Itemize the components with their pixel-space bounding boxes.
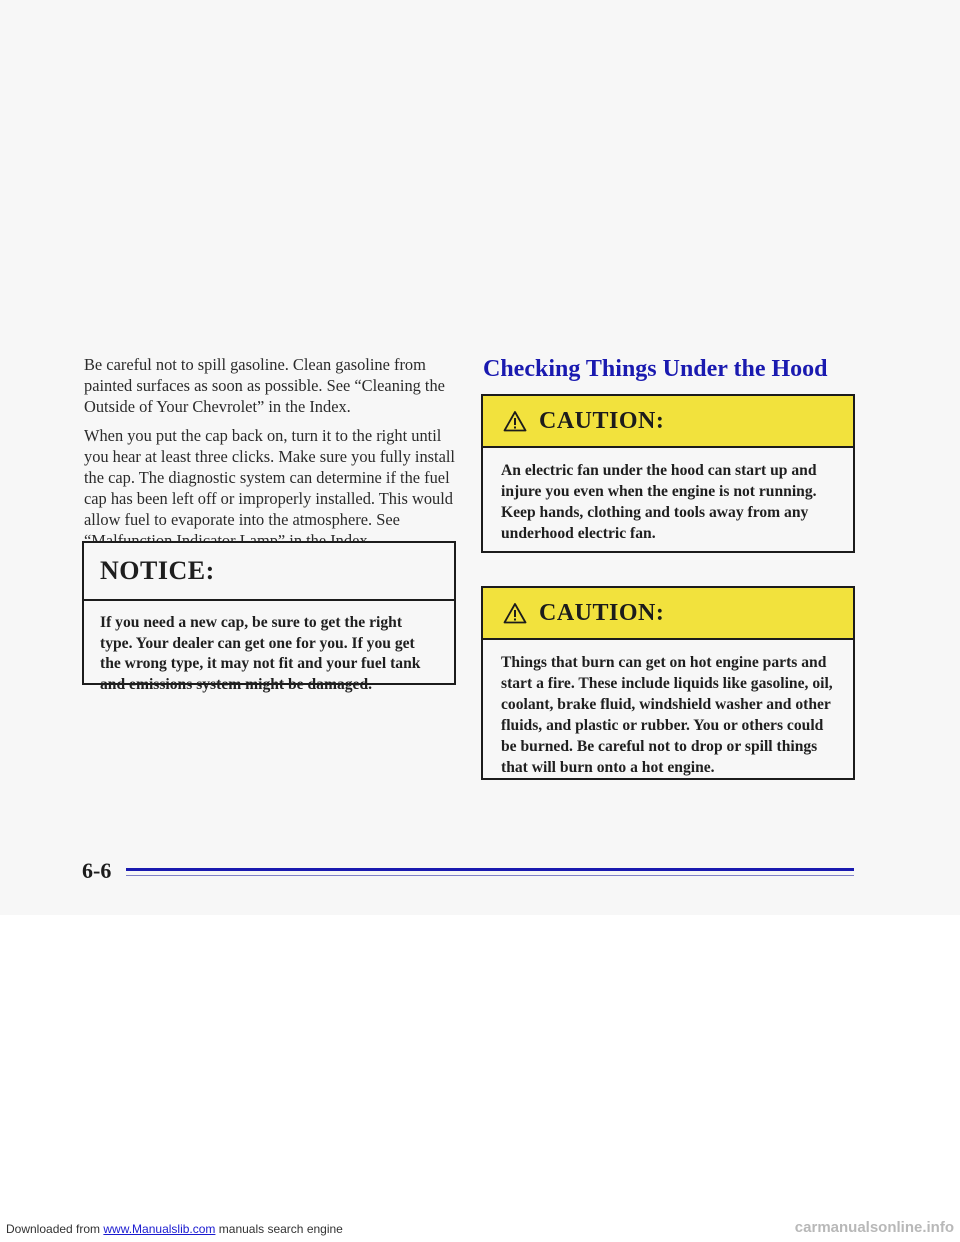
- credit-suffix: manuals search engine: [215, 1222, 343, 1236]
- caution-box-fan: [481, 394, 855, 553]
- caution-header: [483, 588, 853, 640]
- caution-label: CAUTION:: [539, 407, 665, 434]
- warning-triangle-icon: [503, 602, 527, 624]
- notice-body: If you need a new cap, be sure to get the right type. Your dealer can get one for you. If you get the wrong type, it may not fit and your fuel tank and emissions system might be damaged.: [100, 614, 421, 693]
- paragraph-cap: When you put the cap back on, turn it to the right until you hear at least three clicks. Make sure you fully install the cap. The diagnostic system can determine if the fuel cap has been left off or improperly installed. This would allow fuel to evaporate into the atmosphere. See: [84, 426, 455, 529]
- notice-box: [82, 541, 456, 693]
- left-column: [84, 354, 456, 559]
- watermark: carmanualsonline.info: [794, 1219, 954, 1236]
- section-title: Checking Things Under the Hood: [483, 356, 828, 382]
- caution-header: [483, 396, 853, 448]
- footer-rule-thin: [126, 875, 854, 876]
- caution-box-fire: [481, 586, 855, 780]
- page-number: 6-6: [82, 858, 112, 883]
- manualslib-link[interactable]: www.Manualslib.com: [103, 1222, 216, 1236]
- paragraph-spill: Be careful not to spill gasoline. Clean gasoline from painted surfaces as soon as possible. See “Cleaning the Outside of Your Chevrolet” in the Index.: [84, 355, 445, 416]
- warning-triangle-icon: [503, 410, 527, 432]
- footer-rule: [126, 868, 854, 871]
- caution-body: An electric fan under the hood can start up and injure you even when the engine is not running. Keep hands, clothing and tools away from any underhood electric fan.: [501, 462, 817, 542]
- caution-body: Things that burn can get on hot engine parts and start a fire. These include liquids like gasoline, oil, coolant, brake fluid, windshield washer and other fluids, and plastic or rubber. You or others could be burned. Be careful not to drop or spill things that will burn onto a hot engine.: [501, 654, 833, 776]
- right-column: [483, 352, 855, 386]
- credit-prefix: Downloaded from: [6, 1222, 104, 1236]
- notice-title: NOTICE:: [84, 543, 454, 601]
- caution-label: CAUTION:: [539, 599, 665, 626]
- download-credit: [6, 1222, 343, 1236]
